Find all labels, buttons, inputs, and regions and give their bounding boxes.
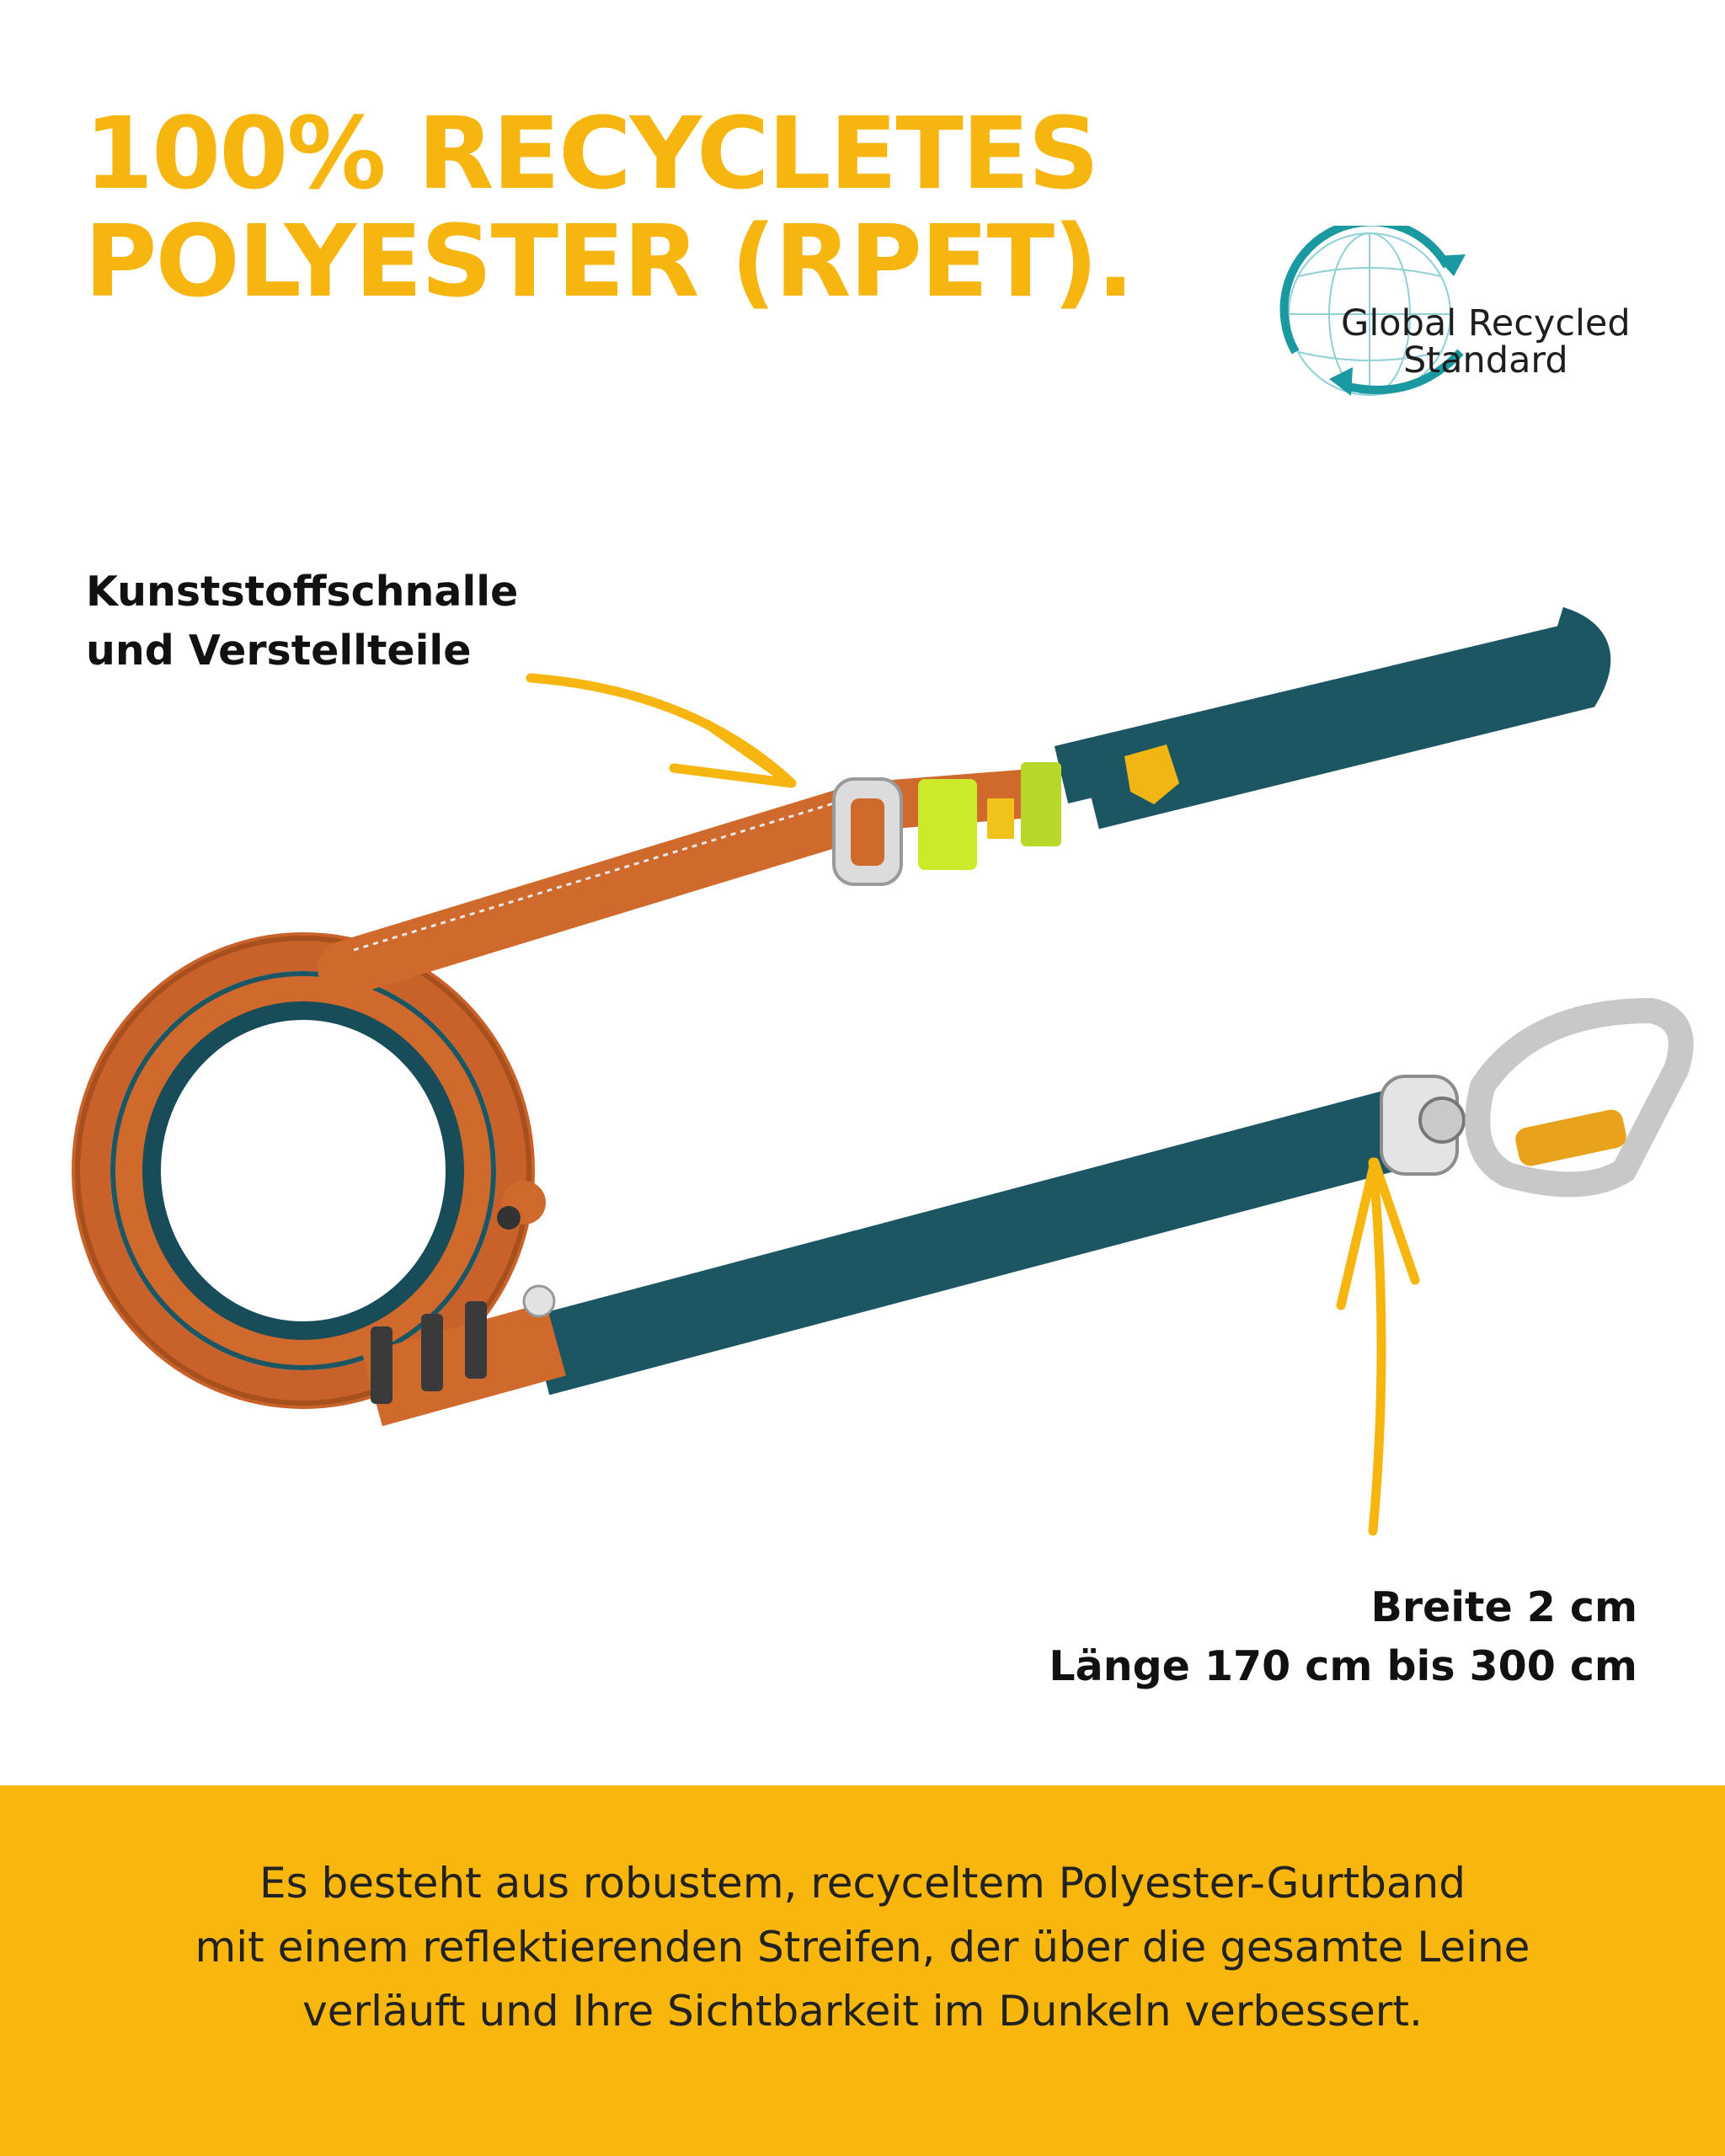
dimensions-callout (1049, 1578, 1637, 1696)
buckle-callout-line-2: und Verstellteile (86, 627, 472, 675)
arrow-to-buckle (531, 678, 792, 783)
dimensions-callout-line-2: Länge 170 cm bis 300 cm (1049, 1642, 1637, 1690)
buckle-callout (86, 563, 518, 680)
buckle-callout-line-1: Kunststoffschnalle (86, 568, 519, 616)
headline-line-1: 100% RECYCLETES (84, 95, 1098, 211)
footer-description-line-3: verläuft und Ihre Sichtbarkeit im Dunkeln verbessert. (302, 1987, 1423, 2036)
footer-description-line-2: mit einem reflektierenden Streifen, der über die gesamte Leine (195, 1923, 1530, 1972)
headline-line-2: POLYESTER (RPET). (84, 203, 1133, 319)
dimensions-callout-line-1: Breite 2 cm (1370, 1583, 1637, 1631)
footer-description (0, 1851, 1725, 2043)
arrow-to-strap (1341, 1162, 1415, 1531)
certification-label-line-2: Standard (1403, 339, 1568, 382)
certification-label-line-1: Global Recycled (1341, 302, 1631, 344)
footer-description-line-1: Es besteht aus robustem, recyceltem Polyester-Gurtband (259, 1859, 1466, 1908)
plastic-buckle (834, 779, 901, 884)
carabiner-clip (1381, 1011, 1681, 1184)
